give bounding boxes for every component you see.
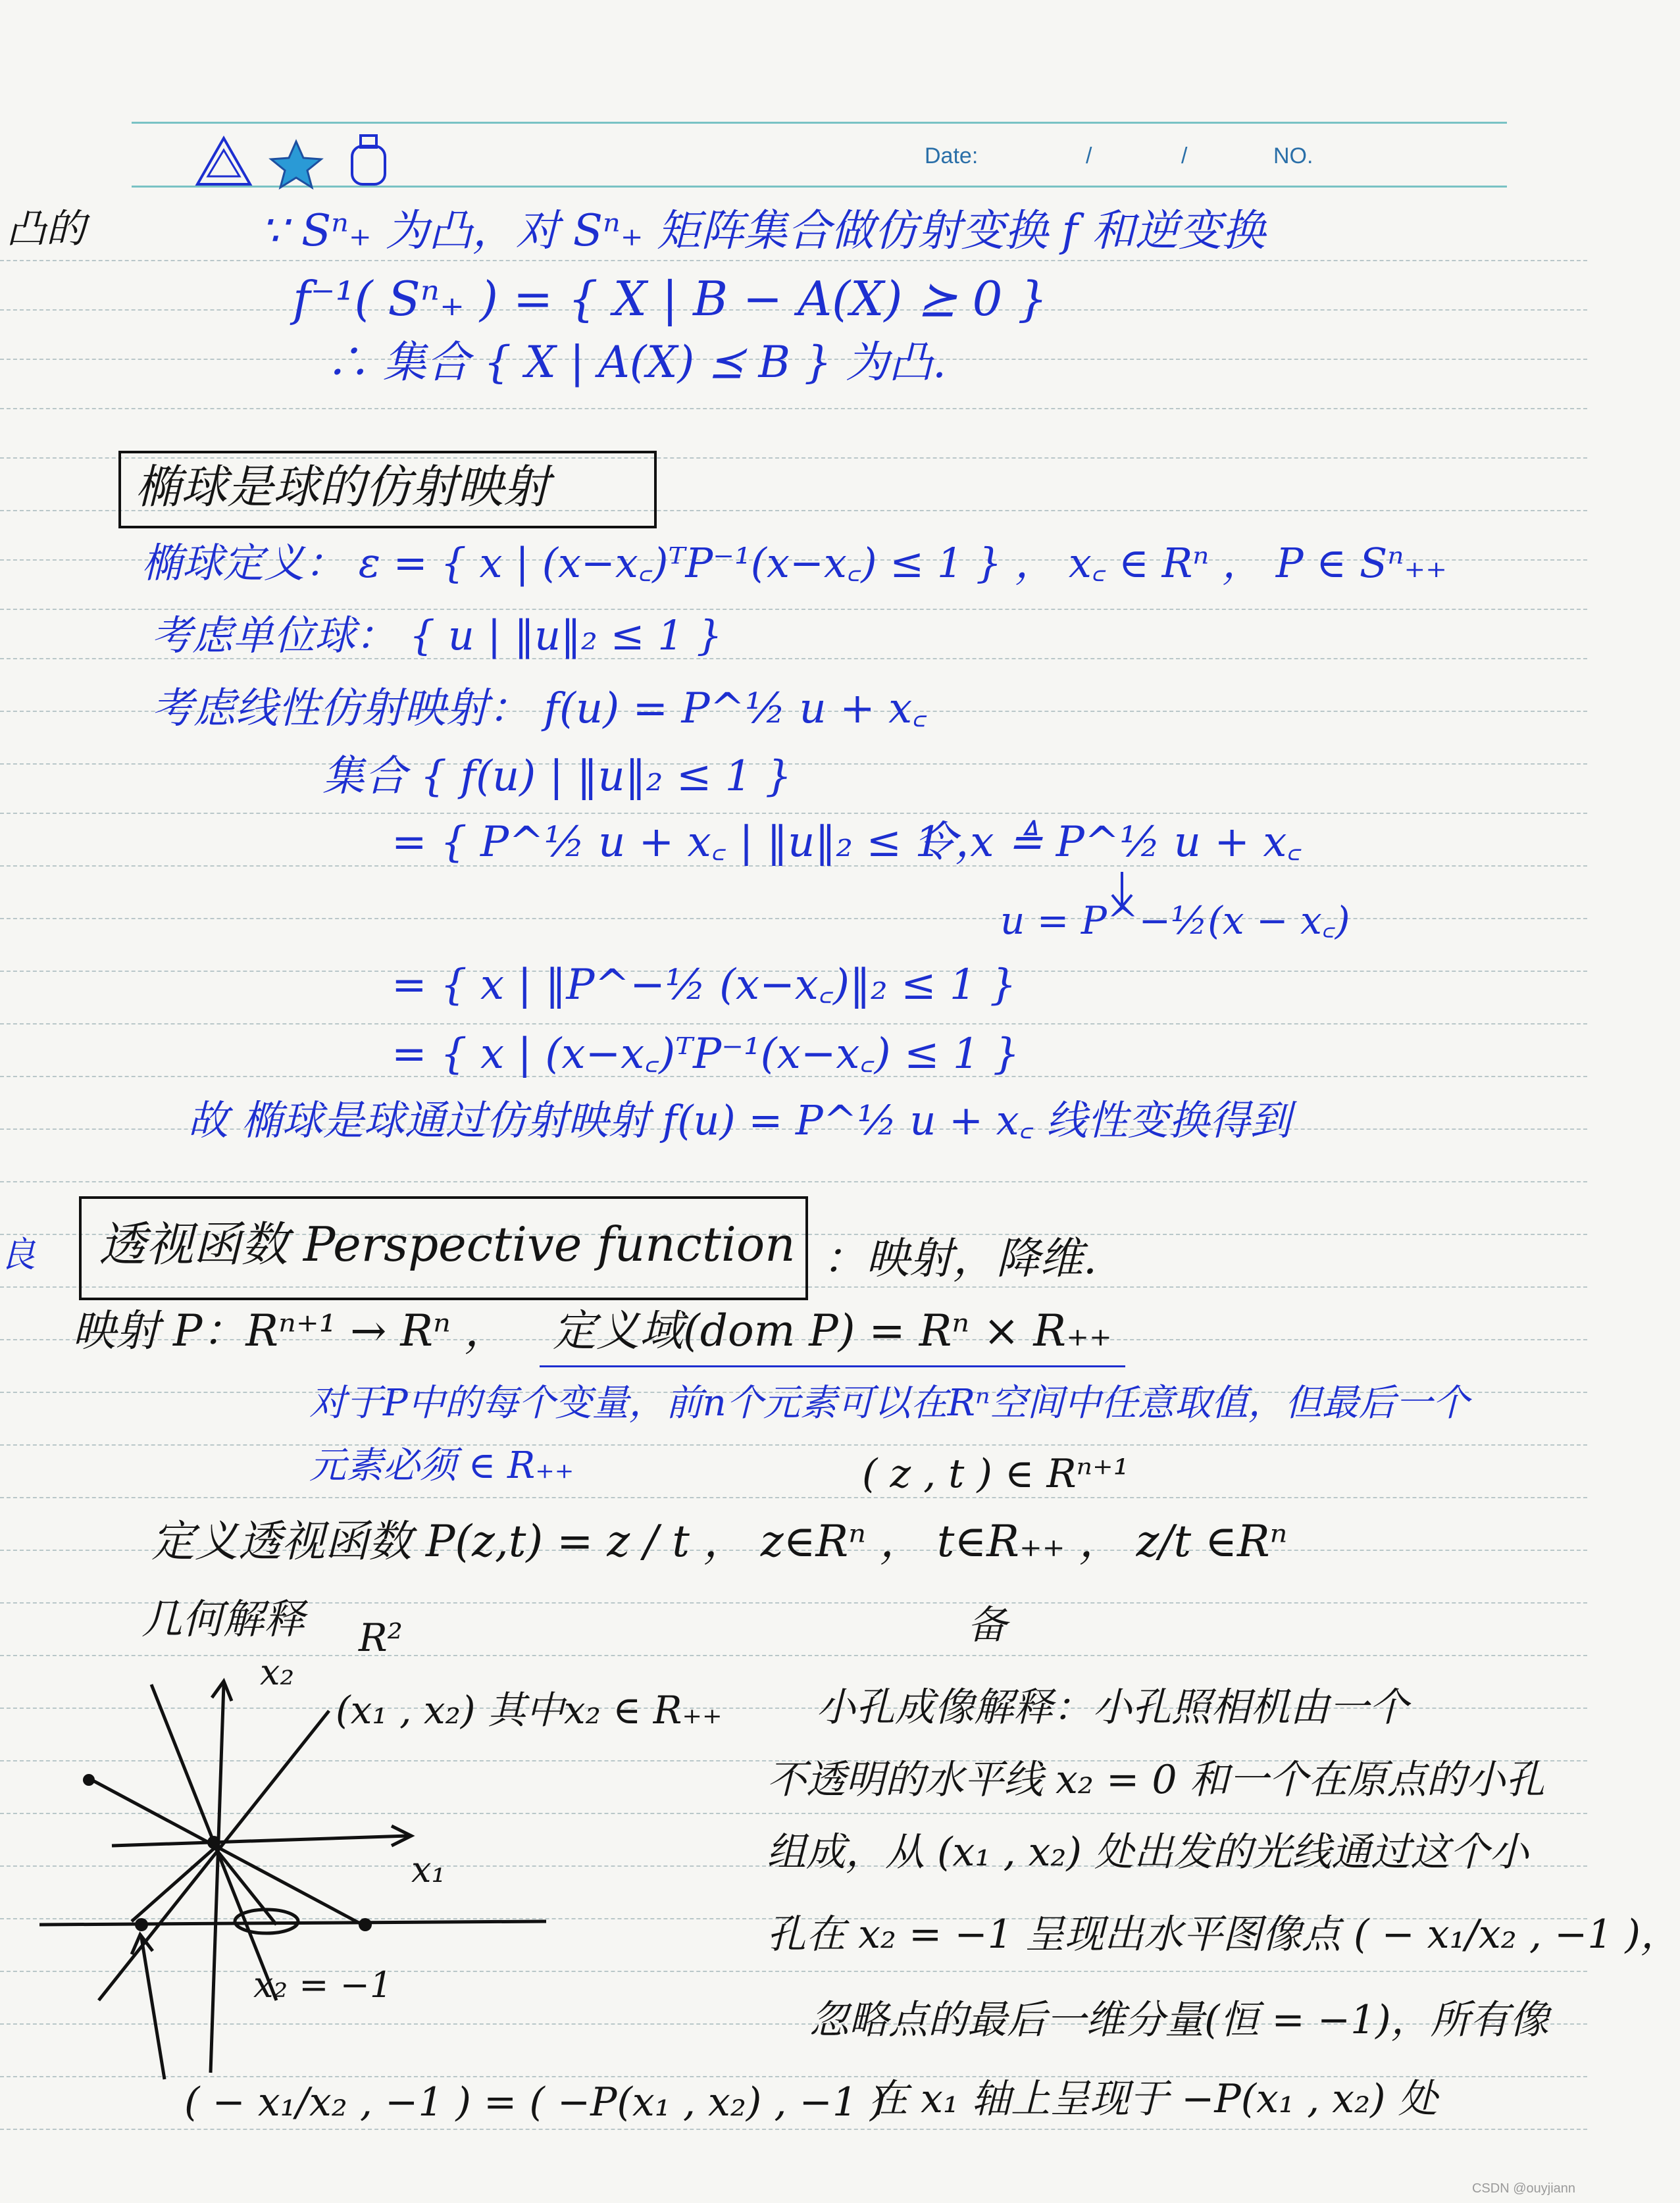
ray-3 — [132, 1846, 217, 1921]
s2-u-expr: u = P^−½(x − x꜀) — [1000, 898, 1350, 943]
s3-title: 透视函数 Perspective function — [99, 1217, 796, 1272]
s3-geom-title: 几何解释 — [141, 1595, 305, 1643]
s1-line2: f⁻¹( Sⁿ₊ ) = { X | B − A(X) ⪰ 0 } — [293, 271, 1048, 326]
margin-note-convex: 凸的 — [7, 206, 86, 252]
s3-pinhole-line1: 小孔成像解释：小孔照相机由一个 — [816, 1684, 1408, 1731]
watermark: CSDN @ouyjiann — [1471, 2181, 1575, 2196]
s2-ellipsoid-def: 椭球定义： ε = { x | (x−x꜀)ᵀP⁻¹(x−x꜀) ≤ 1 } ， x꜀ ∈ Rⁿ ， P ∈ Sⁿ₊₊ — [141, 539, 1447, 587]
s2-unit-ball: 考虑单位球： { u | ‖u‖₂ ≤ 1 } — [151, 611, 723, 659]
s3-x2-axis-label: x₂ — [260, 1652, 295, 1693]
s3-note2: 元素必须 ∈ R₊₊ — [309, 1444, 574, 1487]
s2-conclusion: 故 椭球是球通过仿射映射 f(u) = P^½ u + x꜀ 线性变换得到 — [188, 1096, 1291, 1144]
date-slash-2: / — [1181, 143, 1188, 168]
s3-remark: 备 — [967, 1602, 1007, 1648]
s3-pinhole-line2: 不透明的水平线 x₂ = 0 和一个在原点的小孔 — [767, 1757, 1545, 1803]
s3-after-title: ：映射，降维. — [823, 1233, 1097, 1284]
s3-pinhole-line6: 在 x₁ 轴上呈现于 −P(x₁ , x₂) 处 — [869, 2076, 1438, 2122]
s3-note1: 对于P中的每个变量，前n个元素可以在Rⁿ空间中任意取值，但最后一个 — [309, 1382, 1469, 1425]
ray-2 — [86, 1777, 369, 1928]
s1-line1: ∵ Sⁿ₊ 为凸，对 Sⁿ₊ 矩阵集合做仿射变换 f 和逆变换 — [260, 205, 1265, 256]
s1-line3: ∴ 集合 { X | A(X) ⪯ B } 为凸. — [326, 337, 946, 388]
s2-eq1: = { P^½ u + x꜀ | ‖u‖₂ ≤ 1 ， — [392, 818, 998, 867]
s3-map: 映射 P：Rⁿ⁺¹ → Rⁿ ， — [72, 1305, 508, 1356]
s2-affine-map: 考虑线性仿射映射： f(u) = P^½ u + x꜀ — [151, 684, 927, 733]
s2-eq2: = { x | ‖P^−½ (x−x꜀)‖₂ ≤ 1 } — [392, 961, 1017, 1009]
date-slash-1: / — [1086, 143, 1092, 168]
x1-axis — [112, 1836, 408, 1846]
s2-set: 集合 { f(u) | ‖u‖₂ ≤ 1 } — [322, 752, 792, 801]
origin-point — [207, 1836, 220, 1849]
s2-eq3: = { x | (x−x꜀)ᵀP⁻¹(x−x꜀) ≤ 1 } — [392, 1030, 1020, 1078]
s3-domain: 定义域(dom P) = Rⁿ × R₊₊ — [553, 1305, 1112, 1356]
x2-axis — [211, 1684, 224, 2073]
s3-r2: R² — [359, 1615, 403, 1660]
date-label: Date: — [925, 143, 979, 168]
s3-pinhole-line4: 孔在 x₂ = −1 呈现出水平图像点 ( − x₁/x₂ , −1 )， — [767, 1912, 1680, 1958]
number-label: NO. — [1273, 143, 1313, 168]
s3-point-label: (x₁ , x₂) 其中x₂ ∈ R₊₊ — [336, 1688, 723, 1733]
s3-line-label: x₂ = −1 — [253, 1964, 393, 2006]
s3-image-point-label: ( − x₁/x₂ , −1 ) = ( −P(x₁ , x₂) , −1 ) — [184, 2079, 886, 2125]
line-end-point — [359, 1918, 372, 1931]
s2-title: 椭球是球的仿射映射 — [135, 460, 549, 514]
s2-let: 令 x ≜ P^½ u + x꜀ — [915, 818, 1302, 867]
line-x2-minus1 — [39, 1921, 546, 1925]
s3-pinhole-line3: 组成，从 (x₁ , x₂) 处出发的光线通过这个小 — [767, 1829, 1529, 1875]
s3-x1-axis-label: x₁ — [411, 1849, 446, 1890]
margin-mark: 良 — [0, 1234, 36, 1275]
s3-perspective-def: 定义透视函数 P(z,t) = z / t ， z∈Rⁿ ， t∈R₊₊ ， z/t ∈Rⁿ — [151, 1516, 1288, 1567]
s3-pinhole-line5: 忽略点的最后一维分量(恒 = −1)，所有像 — [809, 1997, 1549, 2043]
object-point — [83, 1774, 95, 1786]
s3-zt: ( z , t ) ∈ Rⁿ⁺¹ — [862, 1451, 1129, 1497]
image-point — [135, 1918, 148, 1931]
arrow-to-image — [141, 1938, 165, 2079]
